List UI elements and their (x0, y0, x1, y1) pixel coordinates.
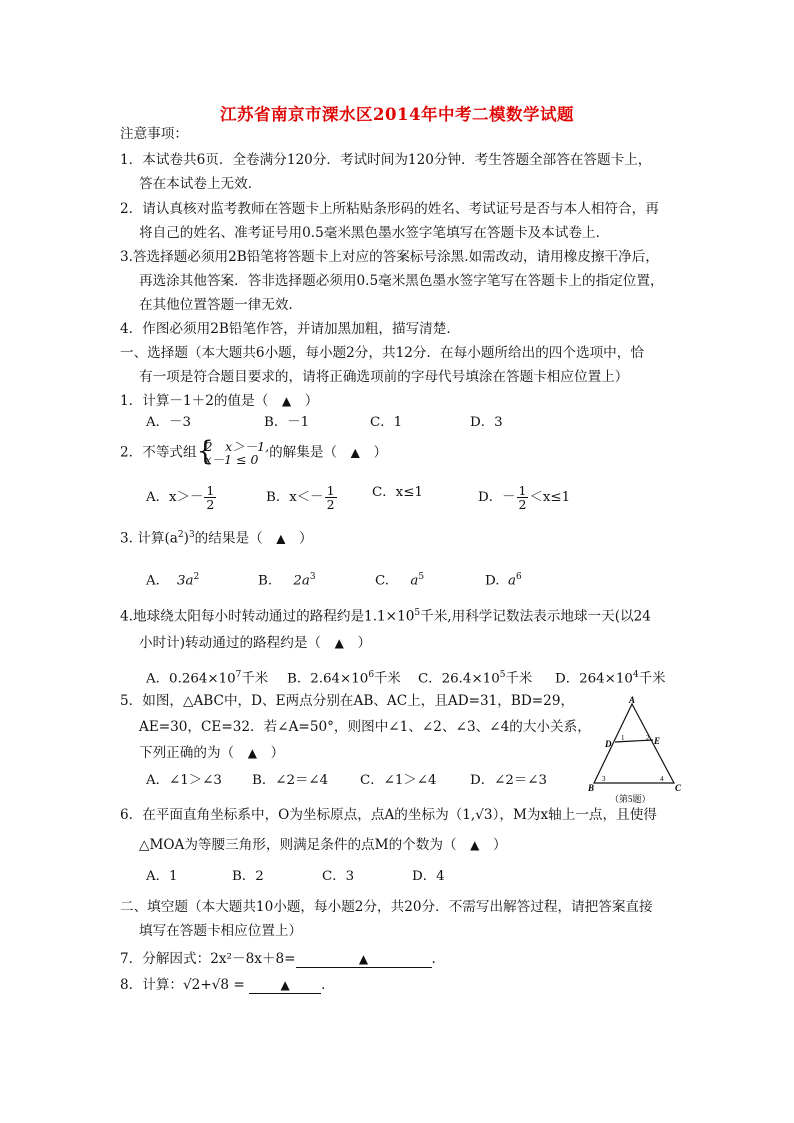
q2-option-b (266, 484, 338, 511)
question-4-stem-line-1 (120, 604, 651, 626)
q3-d-exponent: 6 (516, 572, 522, 582)
q3-option-a (146, 568, 199, 590)
q3-outer-exponent: 3 (188, 530, 195, 540)
q4-option-b (287, 666, 401, 688)
q6-text-a: 6．在平面直角坐标系中，O为坐标原点，点A的坐标为（1, (120, 807, 476, 823)
q5-option-c: C．∠1＞∠4 (360, 773, 437, 788)
note-1-line-2: 答在本试卷上无效． (139, 176, 262, 192)
question-1-stem (120, 392, 318, 410)
fraction-one-half (204, 484, 216, 511)
inequality-system (196, 436, 270, 467)
question-5-stem-line-2: AE=30，CE=32．若∠A=50°，则图中∠1、∠2、∠3、∠4的大小关系， (139, 719, 591, 735)
q5-option-d: D．∠2＝∠3 (470, 773, 547, 788)
question-8 (120, 976, 335, 994)
q3-option-c (375, 568, 424, 590)
q2-d-text-pre: D．－ (478, 490, 516, 505)
note-2-line-1: 2．请认真核对监考教师在答题卡上所粘贴条形码的姓名、考试证号是否与本人相符合，再 (120, 201, 659, 217)
q4-text-a2: 千米,用科学记数法表示地球一天(以24 (420, 608, 651, 625)
answer-triangle-marker: ▲ (247, 746, 257, 760)
q4-c-exponent: 5 (499, 670, 506, 680)
q3-c-value: a (410, 573, 419, 589)
q1-option-d: D．3 (470, 415, 503, 430)
vertex-label-b: B (588, 783, 595, 793)
answer-triangle-marker: ▲ (334, 636, 344, 650)
q5-stem-close: ） (256, 745, 285, 761)
section-2-heading-line-2: 填写在答题卡相应位置上） (139, 923, 303, 939)
angle-label-1: 1 (621, 734, 625, 742)
q4-text-b: 小时计)转动通过的路程约是（ (139, 635, 335, 651)
q6-text-b: △MOA为等腰三角形，则满足条件的点M的个数为（ (139, 837, 471, 853)
q4-d-text: D．264×10 (555, 671, 633, 687)
brace-symbol: { (196, 436, 214, 467)
q1-stem-close: ） (291, 393, 319, 409)
q4-option-a (146, 666, 268, 688)
question-5-stem-line-1: 5．如图，△ABC中，D、E两点分别在AB、AC上，且AD=31，BD=29， (120, 693, 575, 709)
q3-b-exponent: 3 (309, 572, 316, 582)
q3-stem-tail: 的结果是（ (194, 530, 277, 547)
q8-end: ． (321, 977, 335, 993)
q3-c-label: C. (375, 573, 390, 589)
vertex-label-d: D (605, 739, 612, 749)
denominator: 2 (326, 497, 335, 512)
q3-option-b (258, 568, 316, 590)
answer-triangle-marker: ▲ (276, 531, 286, 546)
note-3-line-1: 3.答选择题必须用2B铅笔将答题卡上对应的答案标号涂黑.如需改动，请用橡皮擦干净后， (120, 249, 659, 265)
vertex-label-c: C (675, 783, 682, 793)
q4-a-unit: 千米 (241, 671, 269, 687)
q8-answer-blank[interactable] (249, 978, 321, 994)
q3-b-value: 2a (293, 573, 310, 589)
q6-text-a2: ），M为x轴上一点，且使得 (492, 807, 657, 823)
q2-b-text: B．x＜－ (266, 490, 324, 505)
q2-stem-pre: 2．不等式组 (120, 444, 197, 461)
q2-option-c: C．x≤1 (372, 485, 423, 500)
q4-d-unit: 千米 (638, 671, 666, 687)
q4-option-d (555, 666, 665, 688)
q2-d-text-post: ＜x≤1 (529, 490, 571, 505)
q3-a-exponent: 2 (193, 572, 200, 582)
answer-triangle-marker: ▲ (280, 978, 290, 992)
q2-option-d (478, 484, 570, 511)
question-4-stem-line-2 (139, 634, 371, 652)
angle-label-3: 3 (602, 775, 606, 783)
q6-stem-close: ） (479, 837, 507, 853)
q4-stem-close: ） (343, 635, 372, 651)
q3-b-label: B. (258, 573, 273, 589)
note-3-line-2: 再选涂其他答案．答非选择题必须用0.5毫米黑色墨水签字笔写在答题卡上的指定位置， (139, 273, 664, 289)
q7-stem: 7．分解因式：2x²－8x＋8= (120, 951, 296, 967)
section-1-heading-line-2: 有一项是符合题目要求的，请将正确选项前的字母代号填涂在答题卡相应位置上） (139, 369, 629, 385)
q1-option-b: B．－1 (264, 415, 310, 430)
q6-option-b: B．2 (232, 869, 264, 884)
denominator: 2 (518, 497, 527, 512)
sqrt-three: √3 (475, 807, 493, 823)
q8-stem: 8．计算：√2+√8 = (120, 977, 245, 993)
q4-d-exponent: 4 (632, 670, 639, 680)
question-7 (120, 950, 436, 968)
angle-label-4: 4 (660, 775, 664, 783)
note-4: 4．作图必须用2B铅笔作答，并请加黑加粗，描写清楚． (120, 321, 460, 337)
q7-end: . (431, 951, 436, 967)
q4-exponent: 5 (414, 608, 421, 618)
answer-triangle-marker: ▲ (470, 838, 480, 852)
q1-option-a: A．－3 (146, 415, 191, 430)
q3-a-label: A. (146, 573, 160, 589)
question-6-stem-line-1 (120, 806, 657, 824)
q2-a-text: A．x＞－ (146, 490, 204, 505)
q3-a-value: 3a (176, 573, 194, 589)
q3-stem-text: 3. 计算(a (120, 530, 178, 547)
answer-triangle-marker: ▲ (358, 952, 369, 966)
inequality-1: 2 x＞－1, (204, 439, 270, 454)
note-1-line-1: 1．本试卷共6页．全卷满分120分．考试时间为120分钟．考生答题全部答在答题卡上， (120, 152, 652, 168)
q4-c-text: C．26.4×10 (418, 671, 500, 687)
q3-inner-exponent: 2 (177, 530, 184, 540)
fraction-one-half (325, 484, 337, 511)
q4-option-c (418, 666, 532, 688)
section-1-heading-line-1: 一、选择题（本大题共6小题，每小题2分，共12分．在每小题所给出的四个选项中，恰 (120, 345, 644, 361)
q2-stem-close: ） (359, 444, 388, 461)
q7-answer-blank[interactable] (296, 952, 432, 968)
question-3-stem (120, 526, 313, 548)
q6-option-c: C．3 (322, 869, 355, 884)
numerator: 1 (206, 483, 215, 498)
triangle-figure (588, 694, 688, 806)
question-6-stem-line-2 (139, 836, 507, 854)
fraction-one-half (517, 484, 529, 511)
notes-heading: 注意事项： (120, 126, 188, 142)
q3-d-label: D. (485, 573, 500, 589)
q5-text-c: 下列正确的为（ (139, 745, 248, 761)
q4-c-unit: 千米 (505, 671, 533, 687)
denominator: 2 (206, 497, 215, 512)
angle-label-2: 2 (646, 734, 650, 742)
q3-stem-paren: ) (183, 530, 189, 547)
answer-triangle-marker: ▲ (281, 394, 292, 408)
q4-text-a: 4.地球绕太阳每小时转动通过的路程约是1.1×10 (120, 608, 415, 625)
q1-stem-text: 1．计算－1＋2的值是（ (120, 393, 282, 409)
section-2-heading-line-1: 二、填空题（本大题共10小题，每小题2分，共20分．不需写出解答过程，请把答案直接 (120, 899, 653, 915)
vertex-label-e: E (654, 736, 661, 746)
answer-triangle-marker: ▲ (350, 445, 360, 460)
q4-b-exponent: 6 (368, 670, 375, 680)
q6-option-d: D．4 (412, 869, 445, 884)
q1-option-c: C．1 (370, 415, 403, 430)
q6-option-a: A．1 (146, 869, 178, 884)
question-5-stem-line-3 (139, 744, 284, 762)
figure-caption: （第5题） (610, 794, 651, 804)
q3-d-value: a (508, 573, 517, 589)
q2-option-a (146, 484, 217, 511)
note-3-line-3: 在其他位置答题一律无效． (139, 297, 303, 313)
q4-b-unit: 千米 (374, 671, 401, 687)
q3-stem-close: ） (285, 530, 313, 547)
q4-b-text: B．2.64×10 (287, 671, 369, 687)
q3-c-exponent: 5 (418, 572, 425, 582)
q2-stem-post: 的解集是（ (269, 444, 351, 461)
numerator: 1 (518, 483, 527, 498)
question-2-stem (120, 436, 388, 467)
exam-title: 江苏省南京市溧水区2014年中考二模数学试题 (220, 105, 574, 124)
note-2-line-2: 将自己的姓名、准考证号用0.5毫米黑色墨水签字笔填写在答题卡及本试卷上． (139, 225, 610, 241)
q4-a-text: A．0.264×10 (146, 671, 236, 687)
q5-option-a: A．∠1＞∠3 (146, 773, 222, 788)
vertex-label-a: A (629, 695, 636, 705)
numerator: 1 (326, 483, 335, 498)
q3-option-d (485, 568, 522, 590)
inequality-2: x－1 ≤ 0 (204, 452, 259, 467)
q4-a-exponent: 7 (235, 670, 242, 680)
q5-option-b: B．∠2＝∠4 (252, 773, 329, 788)
